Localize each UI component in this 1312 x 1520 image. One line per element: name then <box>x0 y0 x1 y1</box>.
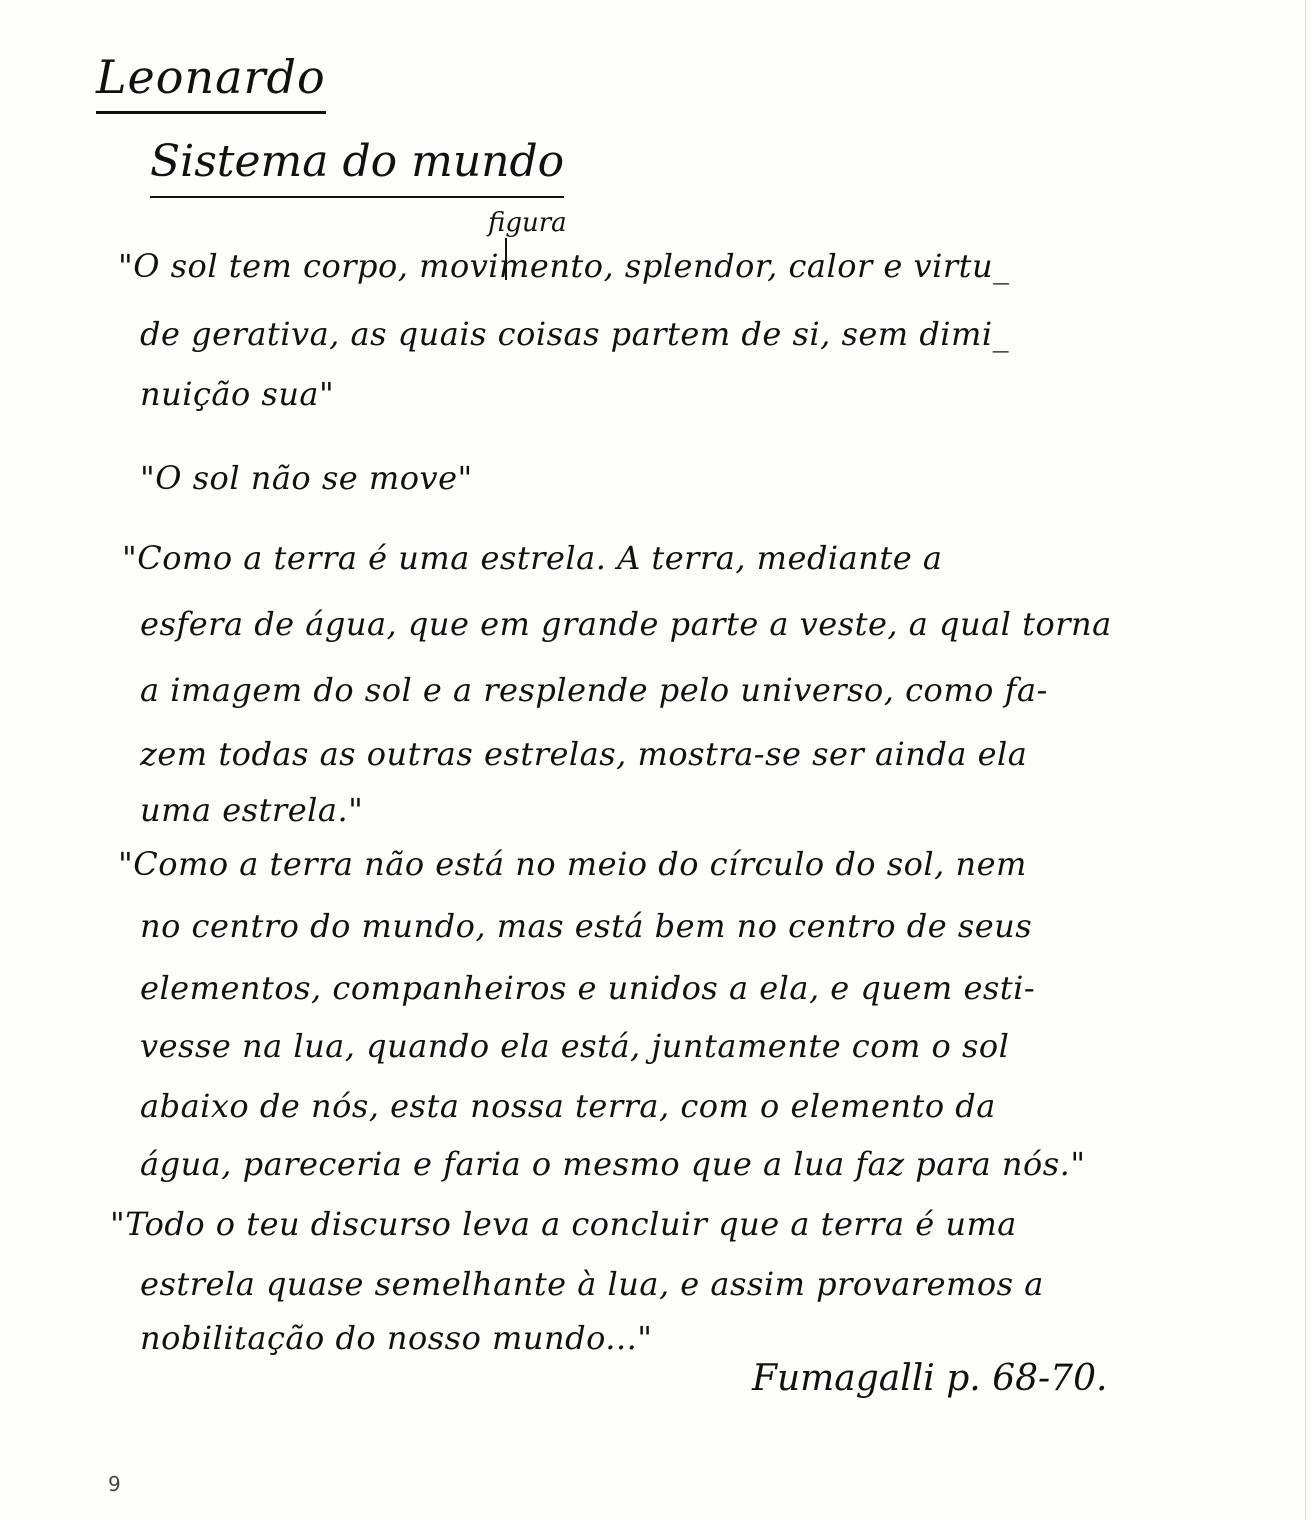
scan-edge-divider <box>1305 0 1306 1520</box>
insertion-note: figura <box>488 208 567 238</box>
page-title: Leonardo <box>96 52 326 114</box>
quote2-line1: "O sol não se move" <box>140 459 473 497</box>
quote1-line1: "O sol tem corpo, movimento, splendor, calor e virtu_ <box>118 247 1010 285</box>
quote3-line4: zem todas as outras estrelas, mostra-se ser ainda ela <box>140 735 1028 773</box>
quote4-line4: vesse na lua, quando ela está, juntamente com o sol <box>140 1027 1010 1065</box>
quote4-line2: no centro do mundo, mas está bem no centro de seus <box>140 907 1033 945</box>
quote1-line2: de gerativa, as quais coisas partem de si, sem dimi_ <box>140 315 1010 353</box>
quote4-line6: água, pareceria e faria o mesmo que a lua faz para nós." <box>140 1145 1086 1183</box>
quote4-line3: elementos, companheiros e unidos a ela, e quem esti- <box>140 969 1036 1007</box>
quote3-line2: esfera de água, que em grande parte a veste, a qual torna <box>140 605 1112 643</box>
citation-signature: Fumagalli p. 68-70. <box>752 1358 1108 1399</box>
quote4-line1: "Como a terra não está no meio do círculo do sol, nem <box>118 845 1027 883</box>
page-mark: 9 <box>108 1472 121 1496</box>
quote3-line3: a imagem do sol e a resplende pelo universo, como fa- <box>140 671 1048 709</box>
quote5-line3: nobilitação do nosso mundo..." <box>140 1319 653 1357</box>
quote3-line5: uma estrela." <box>140 791 364 829</box>
quote1-line3: nuição sua" <box>140 375 335 413</box>
quote4-line5: abaixo de nós, esta nossa terra, com o elemento da <box>140 1087 996 1125</box>
quote3-line1: "Como a terra é uma estrela. A terra, mediante a <box>122 539 943 577</box>
quote5-line2: estrela quase semelhante à lua, e assim provaremos a <box>140 1265 1044 1303</box>
quote5-line1: "Todo o teu discurso leva a concluir que a terra é uma <box>110 1205 1017 1243</box>
page-subtitle: Sistema do mundo <box>150 138 564 198</box>
